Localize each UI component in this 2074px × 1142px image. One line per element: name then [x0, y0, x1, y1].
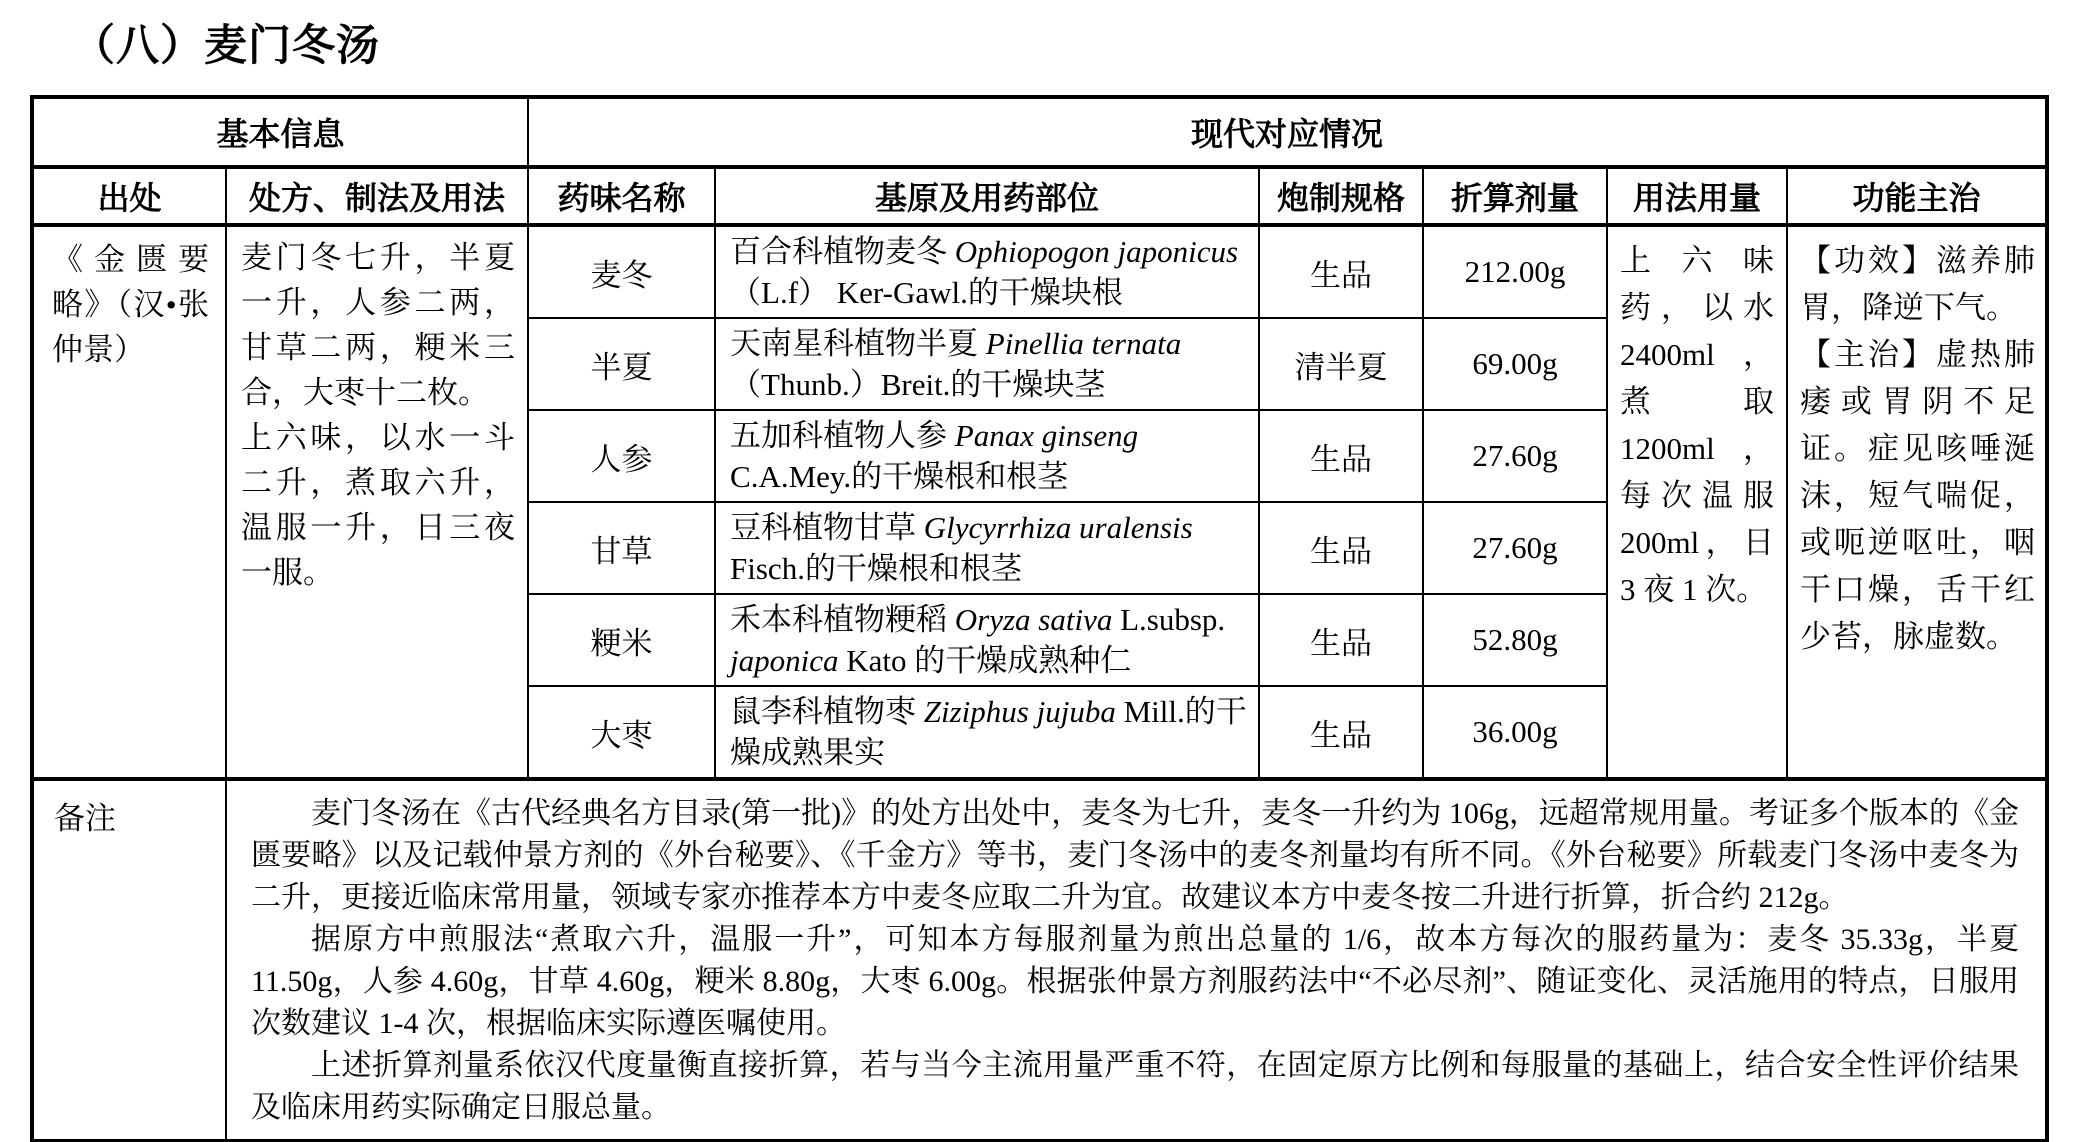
drug-dose-cell: 27.60g	[1423, 410, 1607, 502]
drug-spec-cell: 生品	[1259, 410, 1423, 502]
drug-name-cell: 麦冬	[528, 225, 715, 318]
drug-base-cell: 鼠李科植物枣 Ziziphus jujuba Mill.的干燥成熟果实	[715, 686, 1259, 779]
drug-name-cell: 粳米	[528, 594, 715, 686]
drug-name-cell: 大枣	[528, 686, 715, 779]
notes-paragraph: 麦门冬汤在《古代经典名方目录(第一批)》的处方出处中，麦冬为七升，麦冬一升约为 106g，远超常规用量。考证多个版本的《金匮要略》以及记载仲景方剂的《外台秘要》、《千金方》等书，麦门冬汤中的麦冬剂量均有所不同。《外台秘要》所载麦门冬汤中麦冬为二升，更接近临床常用量，领域专家亦推荐本方中麦冬应取二升为宜。故建议本方中麦冬按二升进行折算，折合约 212g。	[251, 797, 2020, 914]
notes-paragraph: 据原方中煎服法“煮取六升，温服一升”，可知本方每服剂量为煎出总量的 1/6，故本方每次的服药量为：麦冬 35.33g，半夏 11.50g，人参 4.60g，甘草 4.60g，粳米 8.80g，大枣 6.00g。根据张仲景方剂服药法中“不必尽剂”、随证变化、灵活施用的特点，日服用次数建议 1-4 次，根据临床实际遵医嘱使用。	[251, 923, 2020, 1040]
notes-content	[226, 779, 2047, 1141]
drug-spec-cell: 生品	[1259, 502, 1423, 594]
page-title: （八）麦门冬汤	[72, 23, 380, 70]
col-header-converted-dose: 折算剂量	[1423, 167, 1607, 225]
drug-spec-cell: 生品	[1259, 225, 1423, 318]
drug-spec-cell: 生品	[1259, 594, 1423, 686]
function-cell	[1787, 225, 2047, 779]
group-header-row	[32, 97, 2047, 167]
formula-table	[30, 95, 2049, 1142]
source-cell: 《金匮要略》（汉•张仲景）	[32, 225, 226, 779]
drug-name-cell: 甘草	[528, 502, 715, 594]
drug-name-cell: 人参	[528, 410, 715, 502]
prescription-paragraph: 麦门冬七升，半夏一升，人参二两，甘草二两，粳米三合，大枣十二枚。	[241, 240, 516, 410]
drug-spec-cell: 生品	[1259, 686, 1423, 779]
col-header-drug-name: 药味名称	[528, 167, 715, 225]
usage-cell: 上六味药，以水 2400ml，煮取 1200ml，每次温服 200ml，日 3 夜 1 次。	[1607, 225, 1787, 779]
notes-row	[32, 779, 2047, 1141]
drug-base-cell: 豆科植物甘草 Glycyrrhiza uralensis Fisch.的干燥根和根茎	[715, 502, 1259, 594]
function-efficacy: 【功效】滋养肺胃，降逆下气。	[1800, 243, 2036, 325]
drug-row	[32, 225, 2047, 318]
drug-name-cell: 半夏	[528, 318, 715, 410]
col-header-source: 出处	[32, 167, 226, 225]
prescription-cell	[226, 225, 528, 779]
column-header-row	[32, 167, 2047, 225]
drug-base-cell: 天南星科植物半夏 Pinellia ternata（Thunb.）Breit.的干燥块茎	[715, 318, 1259, 410]
drug-base-cell: 禾本科植物粳稻 Oryza sativa L.subsp. japonica Kato 的干燥成熟种仁	[715, 594, 1259, 686]
col-header-processing-spec: 炮制规格	[1259, 167, 1423, 225]
col-header-function-indication: 功能主治	[1787, 167, 2047, 225]
col-header-prescription: 处方、制法及用法	[226, 167, 528, 225]
drug-base-cell: 百合科植物麦冬 Ophiopogon japonicus（L.f） Ker-Gawl.的干燥块根	[715, 225, 1259, 318]
drug-dose-cell: 69.00g	[1423, 318, 1607, 410]
notes-label: 备注	[32, 779, 226, 1141]
function-indication: 【主治】虚热肺痿或胃阴不足证。症见咳唾涎沫，短气喘促，或呃逆呕吐，咽干口燥，舌干红少苔，脉虚数。	[1800, 337, 2036, 654]
group-header-basic-info: 基本信息	[32, 97, 528, 167]
notes-paragraph: 上述折算剂量系依汉代度量衡直接折算，若与当今主流用量严重不符，在固定原方比例和每服量的基础上，结合安全性评价结果及临床用药实际确定日服总量。	[251, 1049, 2020, 1124]
drug-dose-cell: 27.60g	[1423, 502, 1607, 594]
drug-dose-cell: 36.00g	[1423, 686, 1607, 779]
col-header-base-part: 基原及用药部位	[715, 167, 1259, 225]
prescription-paragraph: 上六味，以水一斗二升，煮取六升，温服一升，日三夜一服。	[241, 420, 516, 590]
drug-dose-cell: 212.00g	[1423, 225, 1607, 318]
col-header-usage-dosage: 用法用量	[1607, 167, 1787, 225]
group-header-modern-info: 现代对应情况	[528, 97, 2047, 167]
drug-dose-cell: 52.80g	[1423, 594, 1607, 686]
drug-spec-cell: 清半夏	[1259, 318, 1423, 410]
drug-base-cell: 五加科植物人参 Panax ginseng C.A.Mey.的干燥根和根茎	[715, 410, 1259, 502]
